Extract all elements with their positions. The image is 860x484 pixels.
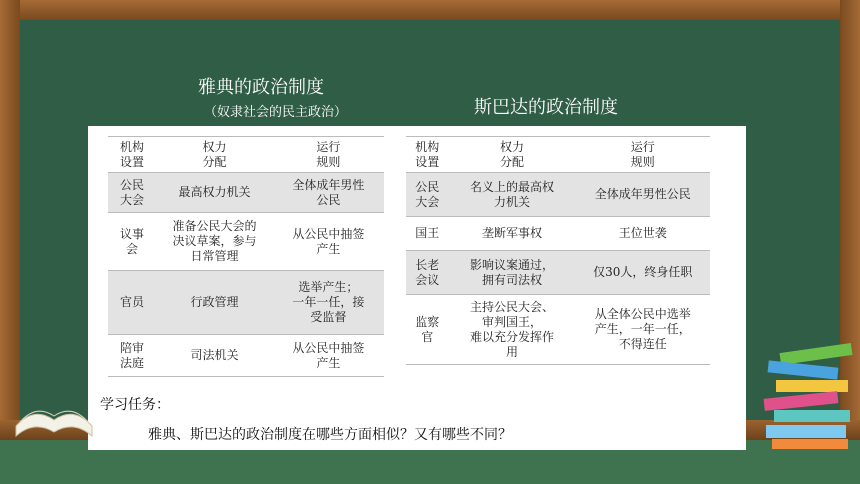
athens-cell: 公民 大会: [108, 173, 156, 213]
athens-row: [108, 213, 384, 271]
athens-header-cell: 运行 规则: [273, 137, 384, 173]
athens-header-row: [108, 137, 384, 173]
athens-title: 雅典的政治制度: [198, 77, 324, 98]
sparta-row: [406, 295, 710, 365]
athens-row: [108, 335, 384, 377]
open-book-icon: [14, 386, 94, 440]
sparta-cell: 从全体公民中选举 产生，一年一任， 不得连任: [575, 295, 710, 365]
athens-cell: 司法机关: [156, 335, 273, 377]
athens-cell: 准备公民大会的 决议草案，参与 日常管理: [156, 213, 273, 271]
sparta-header-row: [406, 137, 710, 173]
sparta-cell: 影响议案通过， 拥有司法权: [449, 251, 576, 295]
athens-cell: 选举产生； 一年一任，接 受监督: [273, 271, 384, 335]
sparta-cell: 仅30人，终身任职: [575, 251, 710, 295]
athens-subtitle: （奴隶社会的民主政治）: [204, 105, 348, 120]
sparta-cell: 公民 大会: [406, 173, 449, 217]
athens-header-cell: 权力 分配: [156, 137, 273, 173]
task-title: 学习任务：: [100, 397, 170, 413]
sparta-row: [406, 217, 710, 251]
athens-cell: 议事 会: [108, 213, 156, 271]
sparta-row: [406, 251, 710, 295]
sparta-cell: 王位世袭: [575, 217, 710, 251]
sparta-cell: 长老 会议: [406, 251, 449, 295]
sparta-row: [406, 173, 710, 217]
athens-header-cell: 机构 设置: [108, 137, 156, 173]
sparta-header-cell: 运行 规则: [575, 137, 710, 173]
task-question: 雅典、斯巴达的政治制度在哪些方面相似？又有哪些不同？: [148, 427, 512, 443]
athens-cell: 行政管理: [156, 271, 273, 335]
book-stack-icon: [758, 340, 858, 450]
sparta-cell: 名义上的最高权 力机关: [449, 173, 576, 217]
athens-cell: 全体成年男性 公民: [273, 173, 384, 213]
sparta-title: 斯巴达的政治制度: [474, 97, 618, 118]
sparta-cell: 国王: [406, 217, 449, 251]
athens-cell: 官员: [108, 271, 156, 335]
athens-row: [108, 173, 384, 213]
sparta-cell: 全体成年男性公民: [575, 173, 710, 217]
athens-cell: 从公民中抽签 产生: [273, 335, 384, 377]
athens-row: [108, 271, 384, 335]
sparta-header-cell: 权力 分配: [449, 137, 576, 173]
athens-table: [108, 136, 384, 377]
sparta-cell: 垄断军事权: [449, 217, 576, 251]
sparta-cell: 监察 官: [406, 295, 449, 365]
sparta-header-cell: 机构 设置: [406, 137, 449, 173]
board-frame-top: [0, 0, 860, 20]
athens-cell: 从公民中抽签 产生: [273, 213, 384, 271]
sparta-table: [406, 136, 710, 365]
athens-cell: 陪审 法庭: [108, 335, 156, 377]
sparta-cell: 主持公民大会、 审判国王， 难以充分发挥作 用: [449, 295, 576, 365]
athens-cell: 最高权力机关: [156, 173, 273, 213]
